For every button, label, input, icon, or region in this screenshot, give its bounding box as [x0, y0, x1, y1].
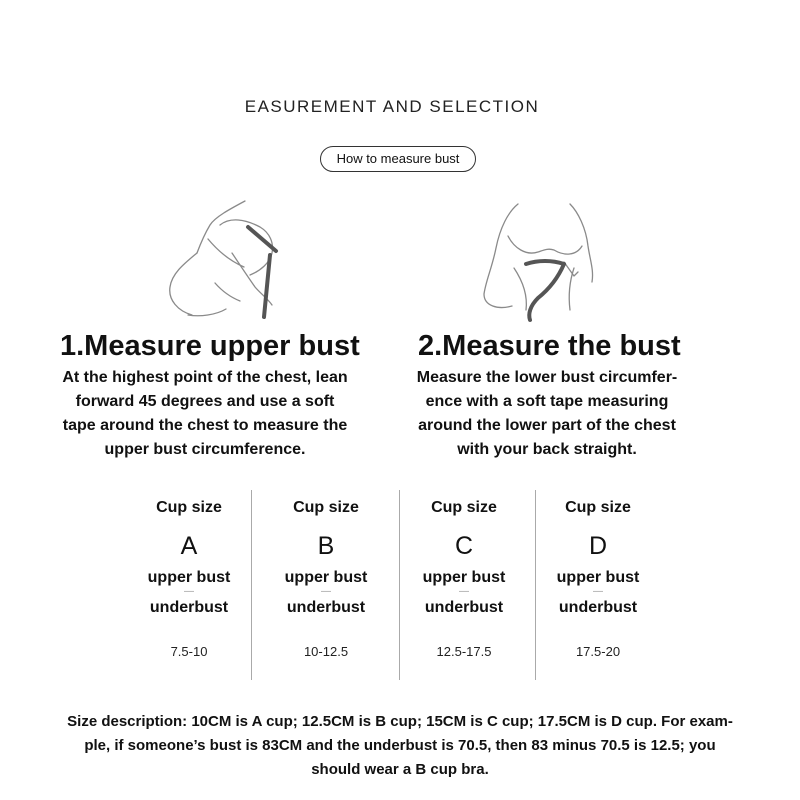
cup-range: 10-12.5	[303, 644, 349, 659]
step-1-line-1: At the highest point of the chest, lean	[62, 369, 348, 386]
cup-column-b	[261, 496, 391, 659]
minus-sign: —	[321, 586, 331, 597]
cup-range: 7.5-10	[170, 644, 208, 659]
back-contour	[197, 201, 245, 253]
upper-bust-label: upper bust	[284, 569, 368, 586]
step-2-body	[382, 366, 712, 462]
step-1-body	[40, 366, 370, 462]
left-arm-contour	[484, 204, 518, 308]
waist-contour	[188, 309, 226, 316]
upper-bust-label: upper bust	[556, 569, 640, 586]
standing-torso-tape-icon	[478, 198, 608, 323]
left-side-contour	[514, 268, 526, 310]
torso-contour	[215, 283, 240, 301]
hand-contour	[564, 262, 578, 276]
minus-sign: —	[184, 586, 194, 597]
size-description-line-1: Size description: 10CM is A cup; 12.5CM is B cup; 15CM is C cup; 17.5CM is D cup. For exam-	[67, 713, 733, 730]
upper-bust-label: upper bust	[422, 569, 506, 586]
minus-sign: —	[593, 586, 603, 597]
size-description-line-2: ple, if someone’s bust is 83CM and the underbust is 70.5, then 83 minus 70.5 is 12.5; you	[84, 737, 716, 754]
cup-letter: C	[454, 532, 474, 560]
cup-letter: B	[317, 532, 335, 560]
step-2-title: 2.Measure the bust	[418, 330, 681, 362]
cup-range: 17.5-20	[575, 644, 621, 659]
step-2-line-2: ence with a soft tape measuring	[425, 393, 669, 410]
size-description-line-3: should wear a B cup bra.	[311, 761, 489, 778]
underbust-label: underbust	[149, 599, 229, 616]
upper-bust-label: upper bust	[147, 569, 231, 586]
tape-hanging	[264, 255, 270, 317]
step-2-line-1: Measure the lower bust circumfer-	[416, 369, 678, 386]
tape-band	[526, 261, 564, 264]
cup-size-label: Cup size	[431, 499, 497, 516]
cup-column-d	[533, 496, 663, 659]
underbust-label: underbust	[558, 599, 638, 616]
minus-sign: —	[459, 586, 469, 597]
hip-contour	[170, 253, 197, 315]
step-1-line-4: upper bust circumference.	[104, 441, 306, 458]
how-to-measure-badge: How to measure bust	[320, 146, 476, 172]
underbust-label: underbust	[286, 599, 366, 616]
step-2-line-3: around the lower part of the chest	[418, 417, 676, 434]
tape-hanging	[529, 264, 564, 320]
leaning-woman-tape-icon	[160, 195, 300, 320]
cup-size-label: Cup size	[293, 499, 359, 516]
cup-size-label: Cup size	[565, 499, 631, 516]
cup-column-a	[124, 496, 254, 659]
arm-contour	[220, 220, 273, 275]
cup-column-c	[399, 496, 529, 659]
size-description	[24, 710, 776, 782]
step-1-title: 1.Measure upper bust	[60, 330, 360, 362]
step-1-line-3: tape around the chest to measure the	[62, 417, 348, 434]
bust-contour	[508, 236, 582, 254]
tape-upper	[248, 227, 276, 251]
underbust-label: underbust	[424, 599, 504, 616]
cup-size-label: Cup size	[156, 499, 222, 516]
cup-letter: A	[180, 532, 198, 560]
cup-letter: D	[588, 532, 608, 560]
step-2-line-4: with your back straight.	[457, 441, 637, 458]
cup-range: 12.5-17.5	[436, 644, 492, 659]
page-title: EASUREMENT AND SELECTION	[244, 97, 540, 116]
step-1-line-2: forward 45 degrees and use a soft	[75, 393, 335, 410]
